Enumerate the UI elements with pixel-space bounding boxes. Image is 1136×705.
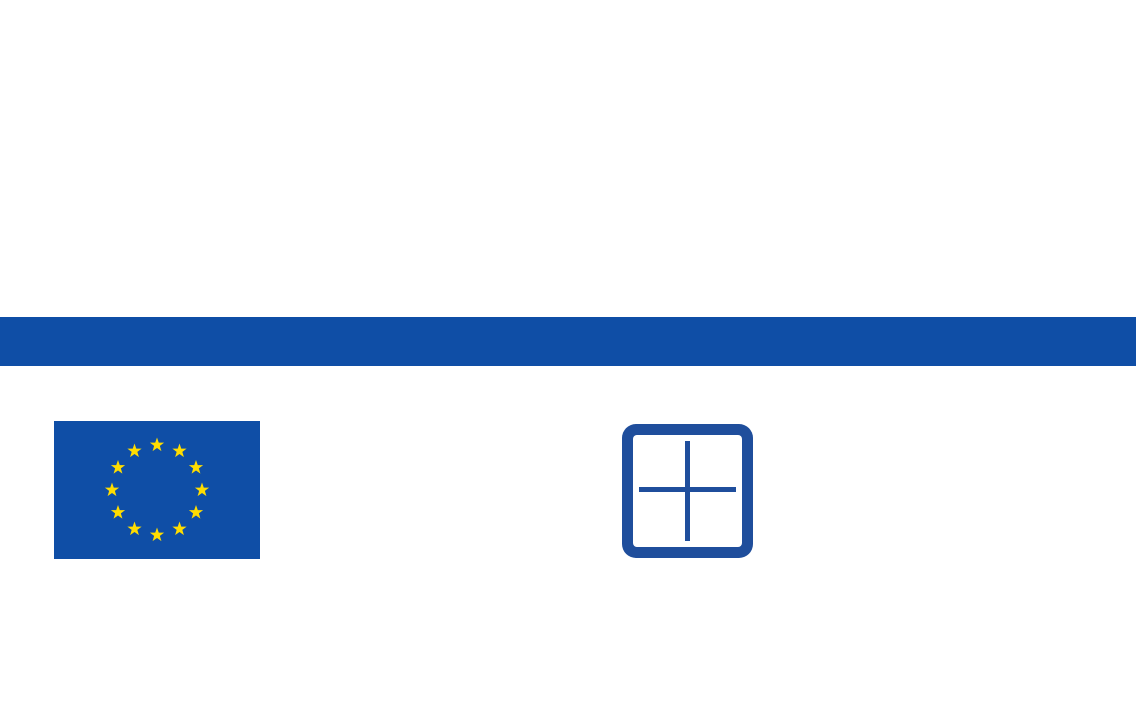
eu-flag-icon — [54, 421, 260, 559]
mpsv-logo — [622, 424, 753, 558]
blue-band-divider — [0, 317, 1136, 366]
